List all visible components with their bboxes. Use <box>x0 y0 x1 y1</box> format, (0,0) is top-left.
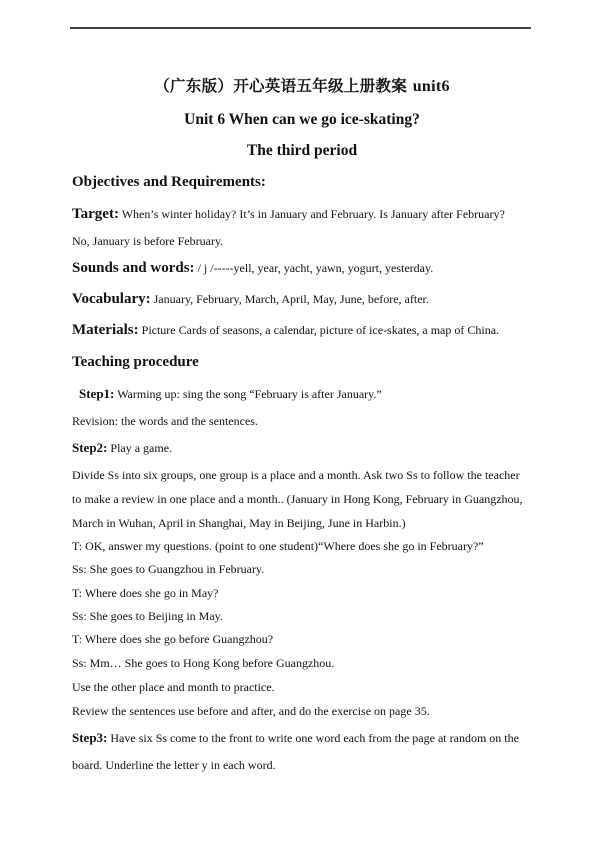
target-line-1 <box>72 206 505 222</box>
objectives-heading: Objectives and Requirements: <box>72 174 266 190</box>
dialogue-line: T: OK, answer my questions. (point to one student)“Where does she go in February?” <box>72 539 484 553</box>
step1-line <box>79 386 382 402</box>
step1-label: Step1: <box>79 386 115 401</box>
step3-line <box>72 730 519 746</box>
vocabulary-label: Vocabulary: <box>72 291 151 307</box>
target-text: When’s winter holiday? It’s in January and February. Is January after February? <box>121 207 505 221</box>
target-line-2: No, January is before February. <box>72 234 224 248</box>
vocabulary-text: January, February, March, April, May, June, before, after. <box>153 292 429 306</box>
dialogue-line: T: Where does she go before Guangzhou? <box>72 632 274 646</box>
step1-revision: Revision: the words and the sentences. <box>72 414 258 428</box>
step3-text: Have six Ss come to the front to write one word each from the page at random on the <box>110 731 519 745</box>
materials-text: Picture Cards of seasons, a calendar, picture of ice-skates, a map of China. <box>141 323 500 337</box>
sounds-text: / j /-----yell, year, yacht, yawn, yogurt, yesterday. <box>197 261 434 275</box>
target-label: Target: <box>72 206 119 222</box>
document-title <box>72 78 532 95</box>
header-rule <box>70 27 531 29</box>
step1-text: Warming up: sing the song “February is after January.” <box>117 387 382 401</box>
title-chinese: （广东版）开心英语五年级上册教案 <box>154 77 408 95</box>
document-subtitle: Unit 6 When can we go ice-skating? <box>184 111 420 128</box>
step2-paragraph-line: Divide Ss into six groups, one group is a place and a month. Ask two Ss to follow the teacher <box>72 468 520 482</box>
step2-paragraph-line: March in Wuhan, April in Shanghai, May in Beijing, June in Harbin.) <box>72 516 406 530</box>
dialogue-line: Use the other place and month to practice. <box>72 680 275 694</box>
step2-label: Step2: <box>72 440 108 455</box>
dialogue-line: Review the sentences use before and after, and do the exercise on page 35. <box>72 704 430 718</box>
sounds-label: Sounds and words: <box>72 260 195 276</box>
vocabulary-line <box>72 291 429 307</box>
sounds-line <box>72 260 433 276</box>
dialogue-line: Ss: She goes to Beijing in May. <box>72 609 223 623</box>
dialogue-line: Ss: Mm… She goes to Hong Kong before Guangzhou. <box>72 656 335 670</box>
materials-label: Materials: <box>72 322 139 338</box>
step2-line <box>72 440 172 456</box>
step3-line-2: board. Underline the letter y in each word. <box>72 758 276 772</box>
dialogue-line: T: Where does she go in May? <box>72 586 219 600</box>
procedure-heading: Teaching procedure <box>72 354 199 370</box>
step2-text: Play a game. <box>110 441 173 455</box>
step2-paragraph-line: to make a review in one place and a month.. (January in Hong Kong, February in Guangzhou, <box>72 492 523 506</box>
materials-line <box>72 322 499 338</box>
title-unit-suffix: unit6 <box>412 78 450 95</box>
period-heading: The third period <box>246 142 358 159</box>
dialogue-line: Ss: She goes to Guangzhou in February. <box>72 562 265 576</box>
step3-label: Step3: <box>72 730 108 745</box>
